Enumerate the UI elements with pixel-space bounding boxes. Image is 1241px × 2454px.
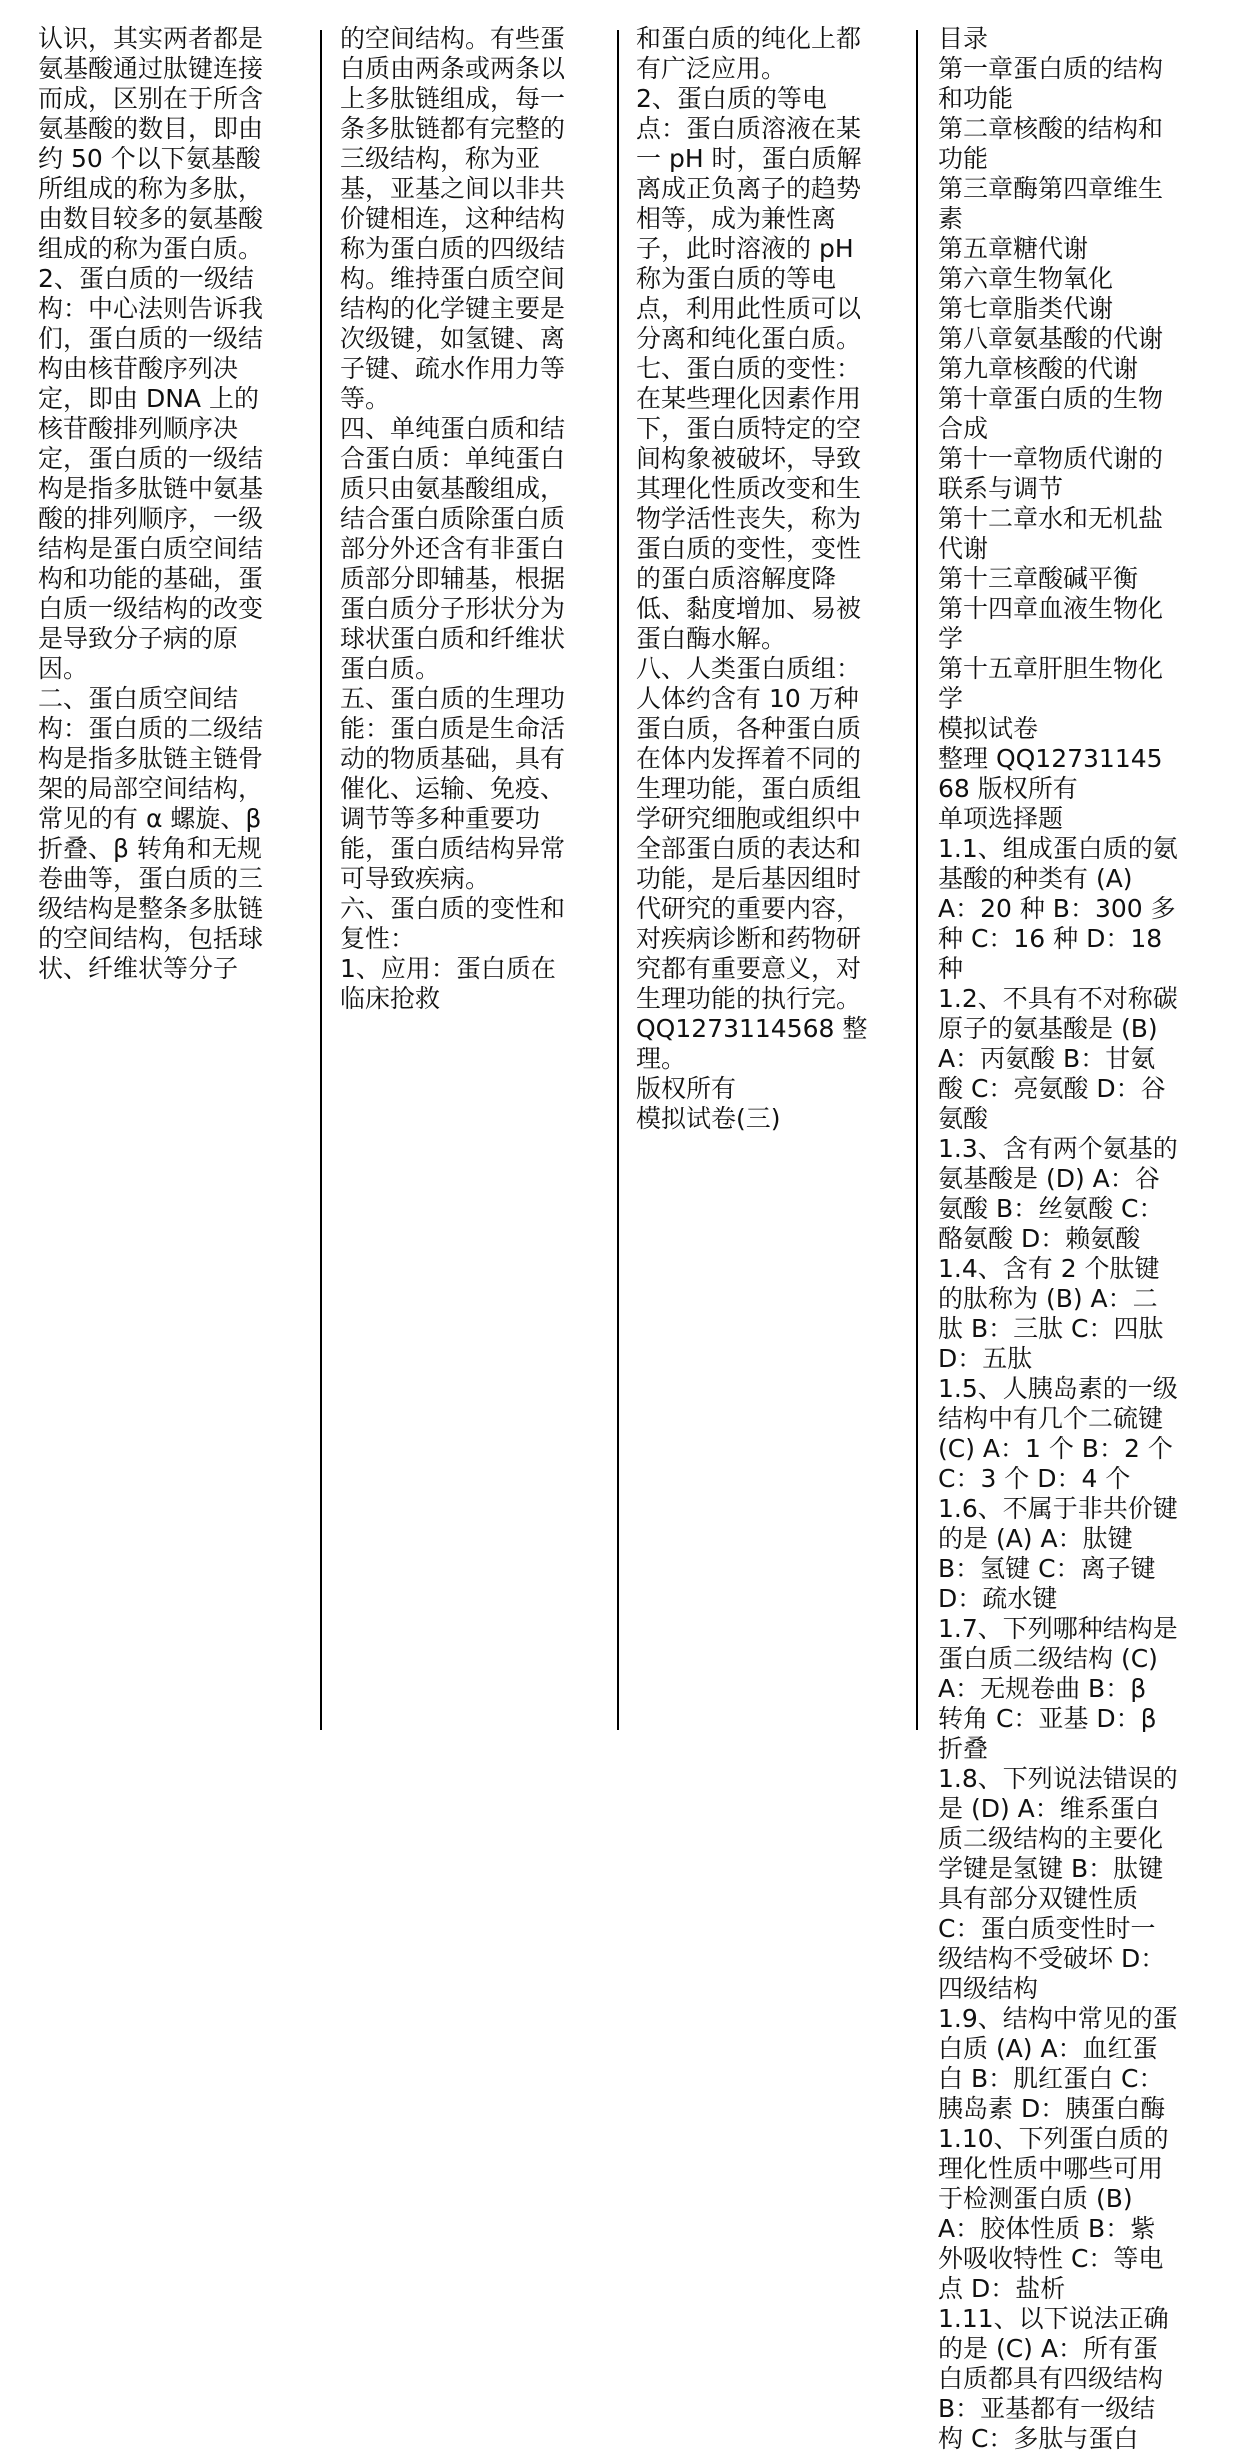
paragraph: 版权所有 bbox=[636, 1074, 737, 1103]
text-column-3 bbox=[636, 24, 876, 1729]
paragraph: 整理 QQ1273114568 版权所有 bbox=[938, 744, 1163, 803]
text-column-2 bbox=[340, 24, 580, 1729]
paragraph: 第十章蛋白质的生物合成 bbox=[938, 384, 1164, 443]
paragraph: 模拟试卷(三) bbox=[636, 1104, 781, 1133]
paragraph: 和蛋白质的纯化上都有广泛应用。 bbox=[636, 24, 862, 83]
paragraph: 七、蛋白质的变性：在某些理化因素作用下，蛋白质特定的空间构象被破坏，导致其理化性质改变和生物学活性丧失，称为蛋白质的变性，变性的蛋白质溶解度降低、黏度增加、易被蛋白酶水解。 bbox=[636, 354, 862, 653]
column-divider-3 bbox=[916, 30, 918, 1730]
text-column-1 bbox=[38, 24, 278, 1729]
paragraph: 1.2、不具有不对称碳原子的氨基酸是 (B) A：丙氨酸 B：甘氨酸 C：亮氨酸 D：谷氨酸 bbox=[938, 984, 1178, 1133]
paragraph: 1、应用：蛋白质在临床抢救 bbox=[340, 954, 556, 1013]
paragraph: 八、人类蛋白质组：人体约含有 10 万种蛋白质，各种蛋白质在体内发挥着不同的生理功能，蛋白质组学研究细胞或组织中全部蛋白质的表达和功能，是后基因组时代研究的重要内容，对疾病诊断和药物研究都有重要意义，对生理功能的执行完。QQ1273114568 整理。 bbox=[636, 654, 868, 1073]
paragraph: 1.5、人胰岛素的一级结构中有几个二硫键 (C) A：1 个 B：2 个 C：3 个 D：4 个 bbox=[938, 1374, 1178, 1493]
paragraph: 1.4、含有 2 个肽键的肽称为 (B) A：二肽 B：三肽 C：四肽 D：五肽 bbox=[938, 1254, 1164, 1373]
paragraph: 1.3、含有两个氨基的氨基酸是 (D) A：谷氨酸 B：丝氨酸 C：酪氨酸 D：赖氨酸 bbox=[938, 1134, 1178, 1253]
paragraph: 1.6、不属于非共价键的是 (A) A：肽键 B：氢键 C：离子键 D：疏水键 bbox=[938, 1494, 1178, 1613]
paragraph: 2、蛋白质的一级结构：中心法则告诉我们，蛋白质的一级结构由核苷酸序列决定，即由 DNA 上的核苷酸排列顺序决定，蛋白质的一级结构是指多肽链中氨基酸的排列顺序，一级结构是蛋白质空间结构和功能的基础，蛋白质一级结构的改变是导致分子病的原因。 bbox=[38, 264, 264, 683]
paragraph: 第一章蛋白质的结构和功能 bbox=[938, 54, 1164, 113]
paragraph: 认识，其实两者都是氨基酸通过肽键连接而成，区别在于所含氨基酸的数目，即由约 50 个以下氨基酸所组成的称为多肽，由数目较多的氨基酸组成的称为蛋白质。 bbox=[38, 24, 264, 263]
paragraph: 第六章生物氧化 bbox=[938, 264, 1114, 293]
paragraph: 单项选择题 bbox=[938, 804, 1064, 833]
paragraph: 第二章核酸的结构和功能 bbox=[938, 114, 1164, 173]
paragraph: 第十三章酸碱平衡 bbox=[938, 564, 1139, 593]
paragraph: 第十五章肝胆生物化学 bbox=[938, 654, 1164, 713]
paragraph: 1.1、组成蛋白质的氨基酸的种类有 (A) A：20 种 B：300 多种 C：16 种 D：18 种 bbox=[938, 834, 1178, 983]
paragraph: 四、单纯蛋白质和结合蛋白质：单纯蛋白质只由氨基酸组成，结合蛋白质除蛋白质部分外还含有非蛋白质部分即辅基，根据蛋白质分子形状分为球状蛋白质和纤维状蛋白质。 bbox=[340, 414, 566, 683]
paragraph: 1.7、下列哪种结构是蛋白质二级结构 (C) A：无规卷曲 B：β 转角 C：亚基 D：β 折叠 bbox=[938, 1614, 1178, 1763]
column-divider-1 bbox=[320, 30, 322, 1730]
paragraph: 六、蛋白质的变性和复性： bbox=[340, 894, 566, 953]
paragraph: 1.9、结构中常见的蛋白质 (A) A：血红蛋白 B：肌红蛋白 C：胰岛素 D：胰蛋白酶 bbox=[938, 2004, 1178, 2123]
paragraph: 第十一章物质代谢的联系与调节 bbox=[938, 444, 1164, 503]
paragraph: 第三章酶第四章维生素 bbox=[938, 174, 1164, 233]
paragraph: 1.10、下列蛋白质的理化性质中哪些可用于检测蛋白质 (B) A：胶体性质 B：紫外吸收特性 C：等电点 D：盐析 bbox=[938, 2124, 1169, 2303]
paragraph: 模拟试卷 bbox=[938, 714, 1039, 743]
paragraph: 第十二章水和无机盐代谢 bbox=[938, 504, 1164, 563]
paragraph: 二、蛋白质空间结构：蛋白质的二级结构是指多肽链主链骨架的局部空间结构，常见的有 α 螺旋、β 折叠、β 转角和无规卷曲等，蛋白质的三级结构是整条多肽链的空间结构，包括球状、纤维状等分子 bbox=[38, 684, 264, 983]
paragraph: 第七章脂类代谢 bbox=[938, 294, 1114, 323]
paragraph: 2、蛋白质的等电点：蛋白质溶液在某一 pH 时，蛋白质解离成正负离子的趋势相等，成为兼性离子，此时溶液的 pH 称为蛋白质的等电点，利用此性质可以分离和纯化蛋白质。 bbox=[636, 84, 862, 353]
paragraph: 目录 bbox=[938, 24, 989, 53]
paragraph: 第十四章血液生物化学 bbox=[938, 594, 1164, 653]
paragraph: 五、蛋白质的生理功能：蛋白质是生命活动的物质基础，具有催化、运输、免疫、调节等多种重要功能，蛋白质结构异常可导致疾病。 bbox=[340, 684, 566, 893]
paragraph: 第八章氨基酸的代谢 bbox=[938, 324, 1164, 353]
text-column-4 bbox=[938, 24, 1178, 2453]
paragraph: 的空间结构。有些蛋白质由两条或两条以上多肽链组成，每一条多肽链都有完整的三级结构，称为亚基，亚基之间以非共价键相连，这种结构称为蛋白质的四级结构。维持蛋白质空间结构的化学键主要是次级键，如氢键、离子键、疏水作用力等等。 bbox=[340, 24, 566, 413]
paragraph: 第五章糖代谢 bbox=[938, 234, 1089, 263]
paragraph: 1.8、下列说法错误的是 (D) A：维系蛋白质二级结构的主要化学键是氢键 B：肽键具有部分双键性质 C：蛋白质变性时一级结构不受破坏 D：四级结构 bbox=[938, 1764, 1178, 2003]
paragraph: 1.11、以下说法正确的是 (C) A：所有蛋白质都具有四级结构 B：亚基都有一级结构 C：多肽与蛋白 bbox=[938, 2304, 1169, 2453]
paragraph: 第九章核酸的代谢 bbox=[938, 354, 1139, 383]
column-divider-2 bbox=[617, 30, 619, 1730]
